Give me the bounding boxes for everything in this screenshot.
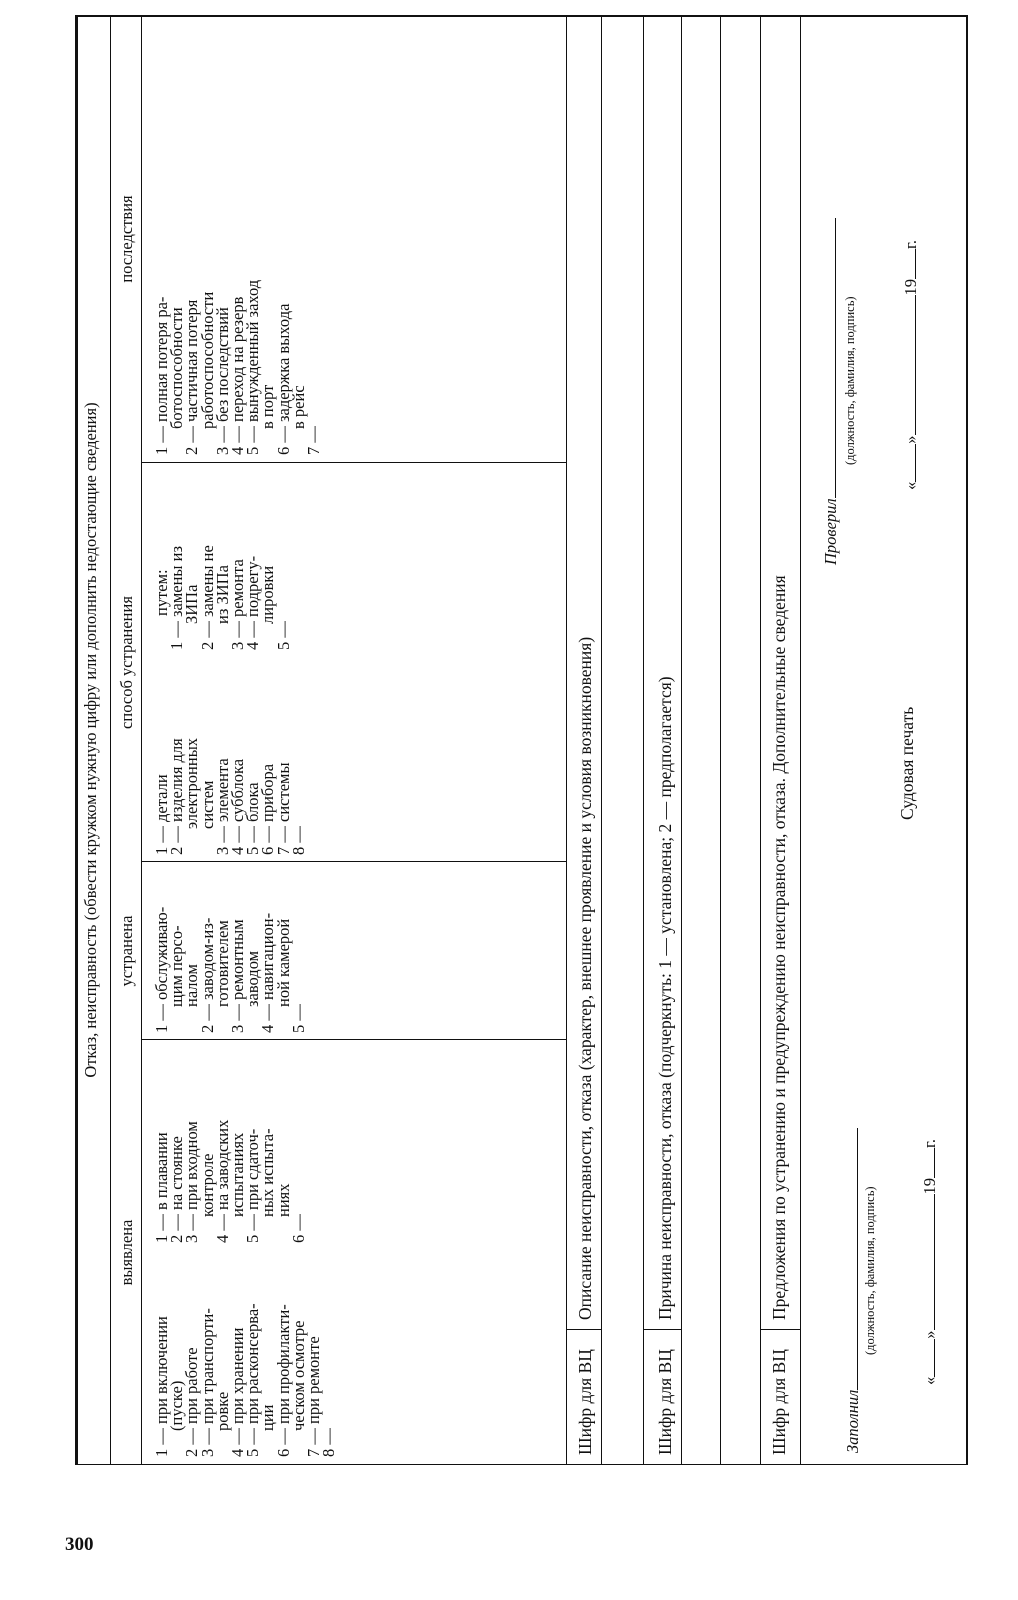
list-item: 4 — при хранении <box>228 1327 248 1457</box>
column-separator <box>141 462 566 463</box>
method-list-a <box>154 670 306 855</box>
list-item: путем: <box>152 569 171 616</box>
list-item: 3 — ремонтным <box>228 919 248 1033</box>
list-item: ческом осмотре <box>288 1320 308 1431</box>
list-item: 3 — элемента <box>212 758 232 855</box>
consequences-list <box>152 20 324 455</box>
list-item: контроле <box>197 1153 217 1217</box>
checked-year-blank[interactable] <box>903 249 916 279</box>
list-item: 3 — ремонта <box>228 559 248 650</box>
list-item: испытаниях <box>228 1132 248 1217</box>
divider <box>643 15 644 1465</box>
list-item: 5 — вынужденный заход <box>243 279 263 455</box>
checked-day-blank[interactable] <box>903 444 916 482</box>
quote-close: » <box>920 1330 939 1339</box>
list-item: 6 — при профилакти- <box>273 1304 293 1457</box>
list-item: заводом <box>243 950 263 1007</box>
divider <box>800 15 801 1465</box>
filled-by-hint: (должность, фамилия, подпись) <box>863 1186 877 1355</box>
code-separator <box>643 1329 681 1330</box>
fixed-list <box>154 865 306 1033</box>
detected-list-a <box>152 1262 339 1457</box>
list-item: работоспособности <box>197 291 217 429</box>
year-suffix: г. <box>901 239 920 249</box>
list-item: 1 — полная потеря ра- <box>152 296 171 455</box>
list-item: ной камерой <box>273 918 293 1007</box>
list-item: готовителем <box>212 920 232 1007</box>
year-suffix: г. <box>920 1138 939 1148</box>
list-item: ботоспособности <box>167 307 187 429</box>
list-item: ЗИПа <box>182 584 202 624</box>
list-item: 3 — без последствий <box>212 307 232 455</box>
list-item: 4 — подрегу- <box>243 555 263 650</box>
list-item: 1 — в плавании <box>152 1132 171 1243</box>
list-item: 5 — блока <box>243 782 263 855</box>
failure-report-form <box>75 15 968 1465</box>
list-item: 5 — <box>288 1004 308 1033</box>
list-item: 4 — субблока <box>228 758 248 855</box>
checked-by-label: Проверил <box>821 498 840 565</box>
description-row-label: Описание неисправности, отказа (характер, внешнее проявление и условия возникновения) <box>575 636 595 1320</box>
checked-by-hint: (должность, фамилия, подпись) <box>843 296 857 465</box>
header-detected: выявлена <box>117 1219 136 1286</box>
filled-day-blank[interactable] <box>922 1339 935 1377</box>
header-consequences: последствия <box>117 195 136 283</box>
quote-close: » <box>901 435 920 444</box>
year-prefix: 19 <box>920 1178 939 1195</box>
list-item: лировки <box>258 565 278 624</box>
code-separator <box>760 1329 800 1330</box>
list-item: 5 — <box>273 621 293 650</box>
list-item: щим персо- <box>167 925 187 1007</box>
divider <box>760 15 761 1465</box>
list-item: 2 — изделия для <box>167 738 187 855</box>
quote-open: « <box>901 481 920 490</box>
checked-date-line <box>901 240 921 490</box>
list-item: 4 — переход на резерв <box>228 296 248 455</box>
filled-by-label: Заполнил <box>843 1389 862 1453</box>
list-item: ции <box>258 1404 278 1431</box>
divider <box>681 15 682 1465</box>
list-item: 1 — обслуживаю- <box>152 906 171 1033</box>
quote-open: « <box>920 1376 939 1385</box>
list-item: из ЗИПа <box>212 565 232 624</box>
list-item: 7 — при ремонте <box>304 1336 324 1457</box>
column-separator <box>141 1039 566 1040</box>
list-item: 8 — <box>319 1428 339 1457</box>
divider <box>141 15 142 1465</box>
form-caption: Отказ, неисправность (обвести кружком нужную цифру или дополнить недостающие сведения) <box>81 402 100 1078</box>
list-item: 7 — системы <box>273 762 293 855</box>
list-item: ниях <box>273 1183 293 1217</box>
header-method: способ устранения <box>117 596 136 729</box>
filled-by-line <box>843 1128 863 1453</box>
code-label-cause: Шифр для ВЦ <box>655 1349 675 1455</box>
list-item: 4 — навигацион- <box>258 912 278 1033</box>
list-item: (пуске) <box>167 1380 187 1431</box>
list-item: 3 — при входном <box>182 1121 202 1243</box>
ship-seal-label: Судовая печать <box>897 706 917 820</box>
list-item: 8 — <box>288 826 308 855</box>
list-item: 2 — на стоянке <box>167 1136 187 1243</box>
list-item: в порт <box>258 384 278 429</box>
year-prefix: 19 <box>901 279 920 296</box>
form-right-border <box>75 15 968 17</box>
list-item: 2 — при работе <box>182 1347 202 1457</box>
list-item: 2 — заводом-из- <box>197 917 217 1033</box>
filled-month-blank[interactable] <box>922 1195 935 1331</box>
list-item: налом <box>182 964 202 1007</box>
divider <box>720 15 721 1465</box>
page-number: 300 <box>65 1534 94 1555</box>
column-separator <box>141 861 566 862</box>
list-item: ных испыта- <box>258 1128 278 1217</box>
cause-row-label: Причина неисправности, отказа (подчеркнуть: 1 — установлена; 2 — предполагается) <box>655 676 675 1320</box>
detected-list-b <box>154 1047 306 1243</box>
checked-by-blank[interactable] <box>823 218 836 498</box>
list-item: систем <box>197 780 217 829</box>
checked-by-line <box>821 218 841 565</box>
method-list-b <box>154 467 291 650</box>
list-item: в рейс <box>288 385 308 429</box>
code-label-proposals: Шифр для ВЦ <box>769 1349 789 1455</box>
divider <box>601 15 602 1465</box>
list-item: 6 — задержка выхода <box>273 303 293 455</box>
list-item: 6 — прибора <box>258 763 278 855</box>
list-item: 4 — на заводских <box>212 1119 232 1243</box>
filled-date-line <box>920 1139 940 1385</box>
list-item: 1 — детали <box>152 774 171 855</box>
filled-year-blank[interactable] <box>922 1148 935 1178</box>
list-item: 1 — замены из <box>167 546 187 650</box>
list-item: 7 — <box>304 426 324 455</box>
form-left-border <box>75 1464 968 1465</box>
code-separator <box>566 1329 601 1330</box>
list-item: 2 — частичная потеря <box>182 299 202 455</box>
code-label-description: Шифр для ВЦ <box>575 1349 595 1455</box>
divider <box>110 15 111 1465</box>
checked-month-blank[interactable] <box>903 296 916 436</box>
list-item: 3 — при транспорти- <box>197 1308 217 1457</box>
list-item: ровке <box>212 1391 232 1431</box>
list-item: 1 — при включении <box>152 1316 171 1457</box>
proposals-row-label: Предложения по устранению и предупреждению неисправности, отказа. Дополнительные сведения <box>769 575 789 1320</box>
list-item: 2 — замены не <box>197 545 217 650</box>
list-item: 5 — при сдаточ- <box>243 1128 263 1243</box>
divider <box>566 15 567 1465</box>
filled-by-blank[interactable] <box>845 1128 858 1390</box>
list-item: электронных <box>182 737 202 829</box>
list-item: 5 — при расконсерва- <box>243 1303 263 1457</box>
list-item: 6 — <box>288 1214 308 1243</box>
header-fixed: устранена <box>117 915 136 987</box>
